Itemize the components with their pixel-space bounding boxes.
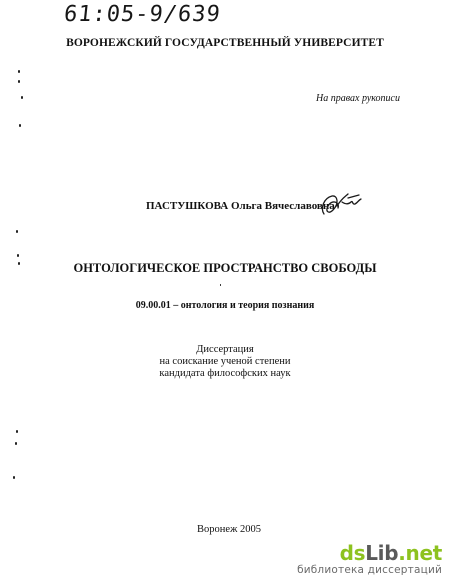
author-surname: ПАСТУШКОВА [146, 200, 229, 212]
author-given-names: Ольга Вячеславовна [230, 200, 335, 212]
dslib-logo: dsLib.net [339, 541, 442, 565]
rights-note: На правах рукописи [316, 93, 400, 104]
university-name: ВОРОНЕЖСКИЙ ГОСУДАРСТВЕННЫЙ УНИВЕРСИТЕТ [66, 37, 384, 49]
degree-field: кандидата философских наук [159, 368, 291, 379]
specialty-code: 09.00.01 – онтология и теория познания [135, 300, 315, 311]
author-name [146, 200, 335, 212]
dissertation-title: ОНТОЛОГИЧЕСКОЕ ПРОСТРАНСТВО СВОБОДЫ [73, 261, 377, 275]
dissertation-degree-block [0, 344, 450, 380]
dslib-tagline: библиотека диссертаций [297, 564, 442, 576]
signature [318, 190, 366, 220]
degree-line: на соискание ученой степени [159, 356, 291, 367]
archive-number: 61:05-9/639 [62, 2, 223, 27]
dslib-watermark [297, 543, 442, 576]
city-year: Воронеж 2005 [197, 524, 261, 535]
dissertation-label: Диссертация [196, 344, 254, 355]
